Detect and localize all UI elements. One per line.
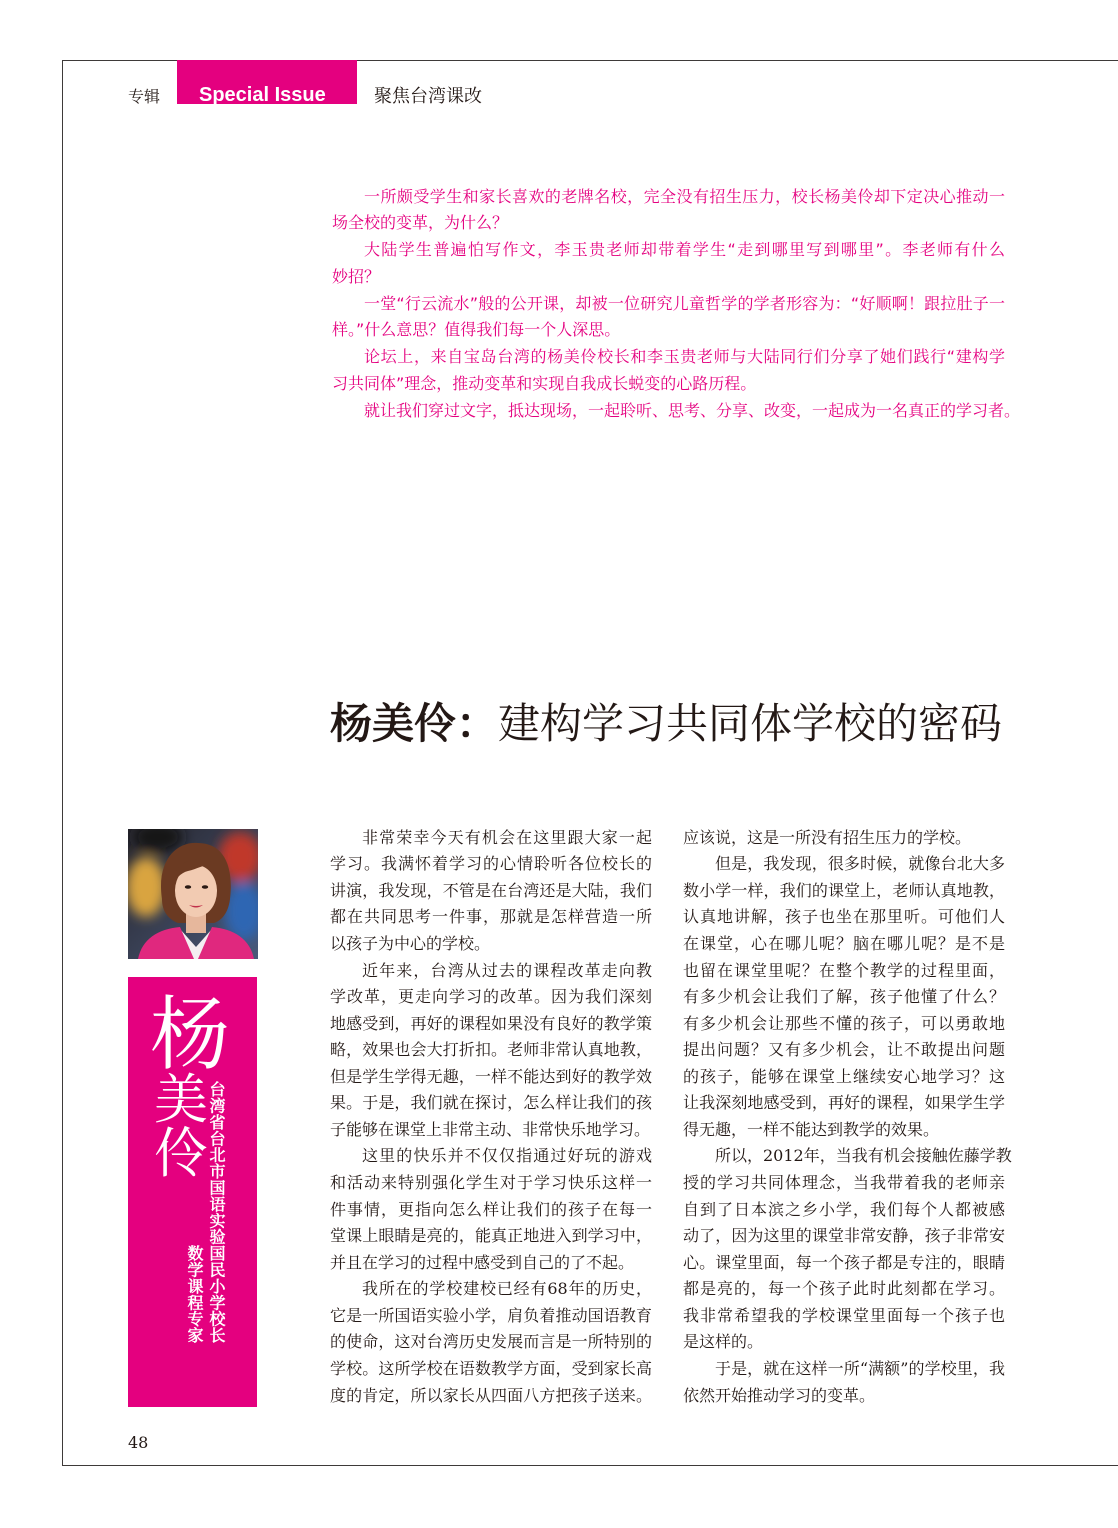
body-line: 心。课堂里面，每一个孩子都是专注的，眼睛: [683, 1252, 1005, 1272]
body-line: 在课堂，心在哪儿呢？脑在哪儿呢？是不是: [683, 933, 1005, 953]
body-line: 近年来，台湾从过去的课程改革走向教: [362, 960, 652, 980]
body-line: 提出问题？又有多少机会，让不敢提出问题: [683, 1040, 1005, 1060]
body-line: 是这样的。: [683, 1332, 764, 1352]
body-line: 非常荣幸今天有机会在这里跟大家一起: [362, 827, 652, 847]
profile-box: [128, 977, 257, 1407]
body-line: 依然开始推动学习的变革。: [683, 1385, 876, 1405]
header-topic: 聚焦台湾课改: [374, 86, 482, 107]
intro-line: 一堂“行云流水”般的公开课，却被一位研究儿童哲学的学者形容为：“好顺啊！跟拉肚子一: [364, 293, 1005, 313]
body-line: 和活动来特别强化学生对于学习快乐这样一: [330, 1173, 652, 1192]
title-name: 杨美伶：: [330, 699, 499, 748]
body-column-left: [330, 825, 652, 1409]
page-number: 48: [128, 1433, 149, 1452]
body-line: 果。于是，我们就在探讨，怎么样让我们的孩: [330, 1093, 652, 1113]
intro-line: 习共同体”理念，推动变革和实现自我成长蜕变的心路历程。: [332, 373, 757, 393]
body-line: 学改革，更走向学习的改革。因为我们深刻: [330, 987, 652, 1007]
title-subject: 建构学习共同体学校的密码: [498, 699, 1003, 748]
body-line: 学校。这所学校在语数教学方面，受到家长高: [330, 1358, 652, 1378]
body-line: 以孩子为中心的学校。: [330, 933, 491, 953]
profile-position: 台湾省台北市国语实验国民小学校长: [207, 1080, 226, 1343]
intro-line: 论坛上，来自宝岛台湾的杨美伶校长和李玉贵老师与大陆同行们分享了她们践行“建构学: [364, 347, 1005, 367]
profile-specialty: 数学课程专家: [185, 1244, 204, 1343]
body-line: 都是亮的，每一个孩子此时此刻都在学习。: [683, 1279, 1005, 1299]
body-line: 但是学生学得无趣，一样不能达到好的教学效: [330, 1066, 652, 1086]
profile-name-char: 美: [154, 1068, 208, 1131]
intro-line: 就让我们穿过文字，抵达现场，一起聆听、思考、分享、改变，一起成为一名真正的学习者。: [364, 400, 1021, 420]
body-line: 让我深刻地感受到，再好的课程，如果学生学: [683, 1093, 1005, 1113]
intro-line: 一所颇受学生和家长喜欢的老牌名校，完全没有招生压力，校长杨美伶却下定决心推动一: [364, 186, 1005, 206]
portrait-photo: [128, 829, 258, 959]
intro-block: [332, 184, 1021, 425]
body-line: 件事情，更指向怎么样让我们的孩子在每一: [330, 1199, 652, 1219]
left-eye: [185, 885, 191, 889]
frame-bottom-rule: [62, 1465, 1118, 1466]
header-badge: [177, 60, 357, 104]
body-line: 堂课上眼睛是亮的，能真正地进入到学习中，: [330, 1226, 652, 1246]
body-line: 得无趣，一样不能达到教学的效果。: [683, 1119, 940, 1139]
body-line: 授的学习共同体理念，当我带着我的老师亲: [683, 1173, 1005, 1192]
body-line: 数小学一样，我们的课堂上，老师认真地教，: [683, 880, 1005, 900]
body-line: 略，效果也会大打折扣。老师非常认真地教，: [330, 1040, 652, 1060]
body-line: 认真地讲解，孩子也坐在那里听。可他们人: [683, 907, 1005, 927]
intro-line: 大陆学生普遍怕写作文，李玉贵老师却带着学生“走到哪里写到哪里”。李老师有什么: [364, 240, 1005, 260]
body-line: 都在共同思考一件事，那就是怎样营造一所: [330, 907, 652, 927]
article-title: [330, 698, 1002, 750]
body-line: 所以，2012年，当我有机会接触佐藤学教: [715, 1146, 1012, 1166]
body-line: 自到了日本滨之乡小学，我们每个人都被感: [683, 1199, 1005, 1219]
intro-line: 妙招？: [332, 266, 381, 286]
body-line: 子能够在课堂上非常主动、非常快乐地学习。: [330, 1119, 651, 1139]
profile-name-char: 杨: [150, 988, 230, 1081]
body-line: 应该说，这是一所没有招生压力的学校。: [683, 827, 972, 847]
intro-line: 样。”什么意思？值得我们每一个人深思。: [332, 320, 621, 340]
body-line: 动了，因为这里的课堂非常安静，孩子非常安: [683, 1226, 1005, 1246]
body-line: 的孩子，能够在课堂上继续安心地学习？这: [683, 1066, 1005, 1086]
body-line: 有多少机会让那些不懂的孩子，可以勇敢地: [683, 1013, 1005, 1033]
body-line: 并且在学习的过程中感受到自己的了不起。: [330, 1252, 635, 1272]
body-line: 的使命，这对台湾历史发展而言是一所特别的: [330, 1332, 652, 1352]
body-line: 也留在课堂里呢？在整个教学的过程里面，: [683, 960, 1005, 980]
frame-left-rule: [62, 60, 63, 1466]
body-line: 学习。我满怀着学习的心情聆听各位校长的: [330, 854, 652, 874]
body-line: 这里的快乐并不仅仅指通过好玩的游戏: [362, 1146, 652, 1166]
profile-name-char: 伶: [154, 1122, 208, 1185]
body-line: 于是，就在这样一所“满额”的学校里，我: [715, 1358, 1005, 1378]
body-line: 我非常希望我的学校课堂里面每一个孩子也: [683, 1305, 1005, 1325]
body-line: 有多少机会让我们了解，孩子他懂了什么？: [683, 987, 1005, 1007]
body-line: 地感受到，再好的课程如果没有良好的教学策: [330, 1013, 652, 1033]
body-column-right: [683, 825, 1012, 1409]
body-line: 它是一所国语实验小学，肩负着推动国语教育: [330, 1305, 652, 1325]
right-eye: [202, 885, 208, 889]
body-line: 我所在的学校建校已经有68年的历史，: [362, 1279, 652, 1299]
intro-line: 场全校的变革，为什么？: [332, 213, 509, 233]
portrait-illustration: [128, 829, 258, 959]
body-line: 但是，我发现，很多时候，就像台北大多: [715, 854, 1005, 874]
header-section-label: 专辑: [128, 87, 161, 106]
body-line: 讲演，我发现，不管是在台湾还是大陆，我们: [330, 880, 652, 900]
body-line: 度的肯定，所以家长从四面八方把孩子送来。: [330, 1385, 652, 1405]
header-badge-label: Special Issue: [199, 84, 326, 106]
